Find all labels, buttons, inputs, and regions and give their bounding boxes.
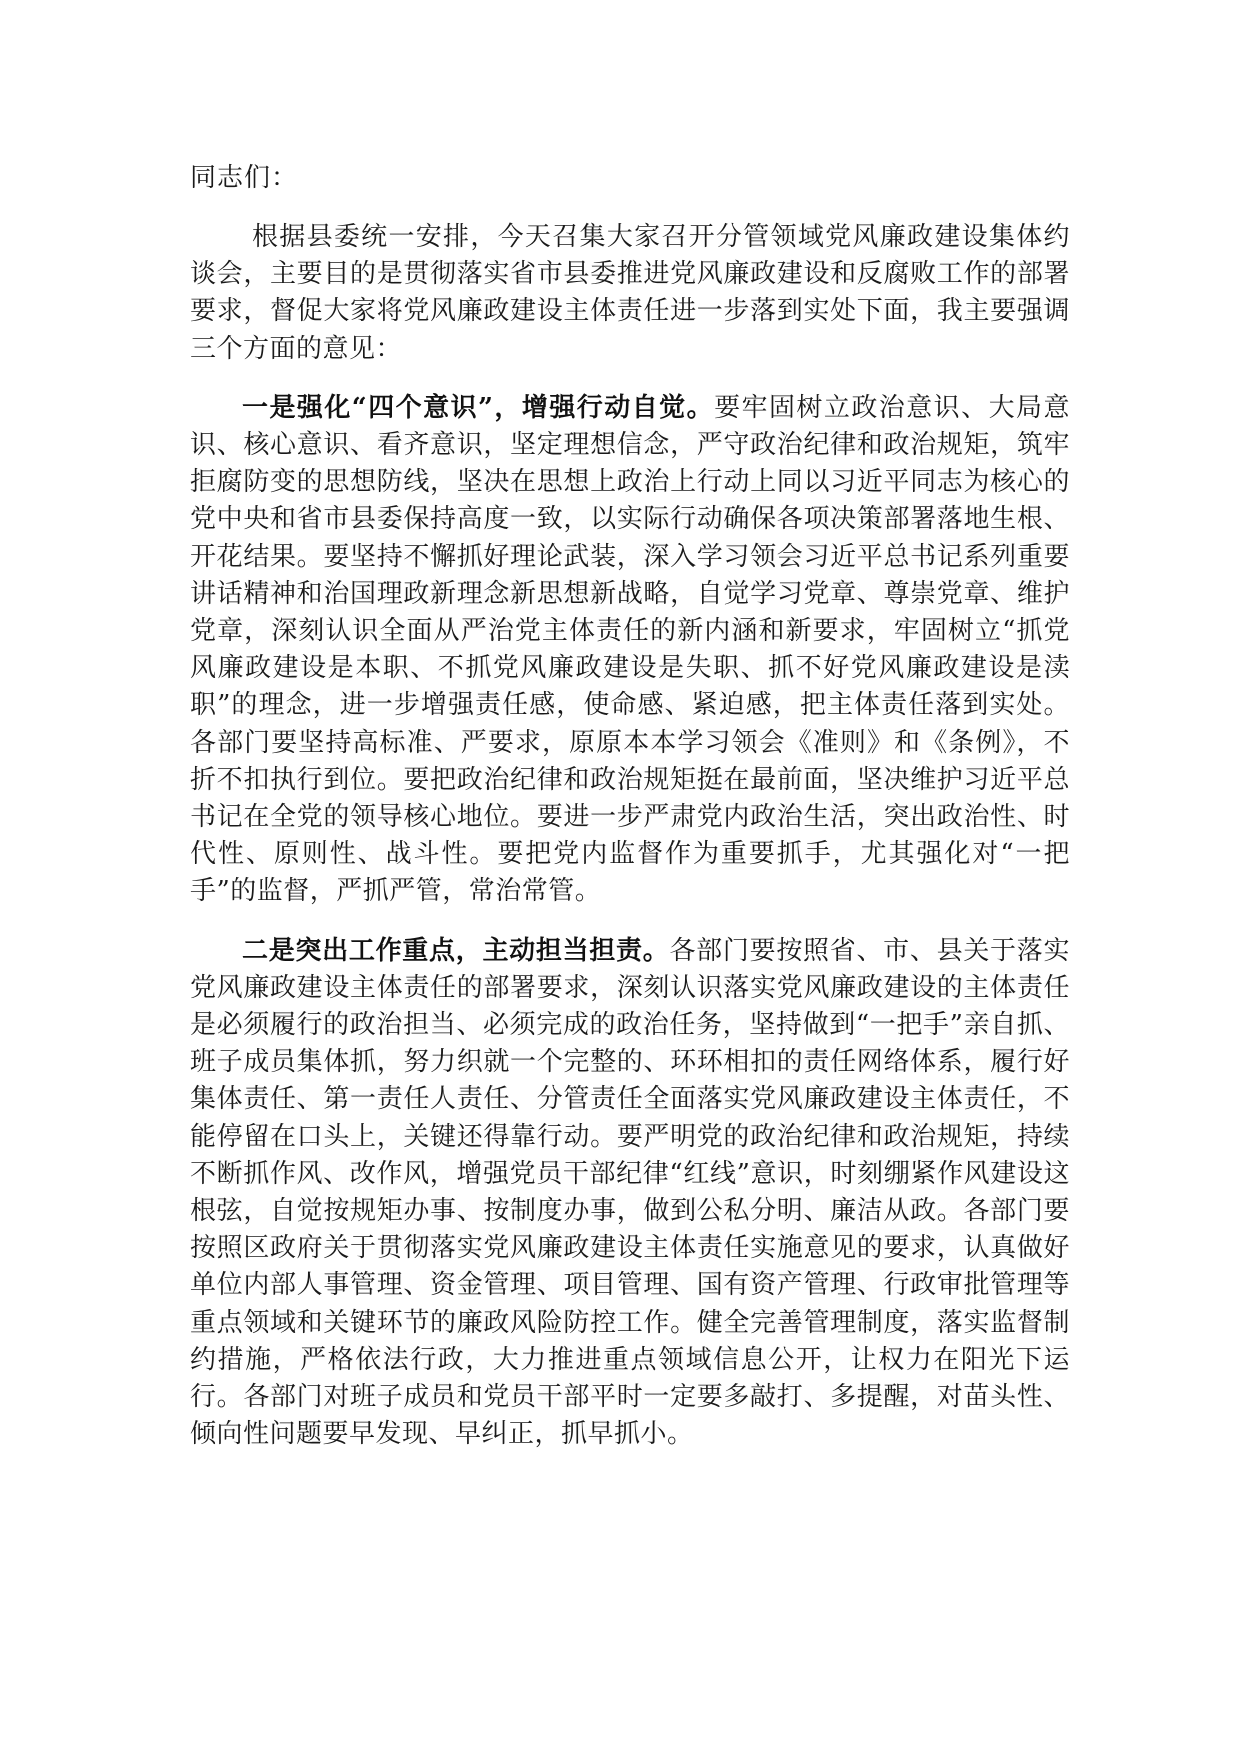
document-body xyxy=(190,160,1070,1476)
section-2-heading: 二是突出工作重点，主动担当担责。 xyxy=(242,935,670,966)
section-paragraph-2 xyxy=(190,933,1070,1454)
section-2-body: 各部门要按照省、市、县关于落实党风廉政建设主体责任的部署要求，深刻认识落实党风廉政建设的主体责任是必须履行的政治担当、必须完成的政治任务，坚持做到“一把手”亲自抓、班子成员集体抓，努力织就一个完整的、环环相扣的责任网络体系，履行好集体责任、第一责任人责任、分管责任全面落实党风廉政建设主体责任，不能停留在口头上，关键还得靠行动。要严明党的政治纪律和政治规矩，持续不断抓作风、改作风，增强党员干部纪律“红线”意识，时刻绷紧作风建设这根弦，自觉按规矩办事、按制度办事，做到公私分明、廉洁从政。各部门要按照区政府关于贯彻落实党风廉政建设主体责任实施意见的要求，认真做好单位内部人事管理、资金管理、项目管理、国有资产管理、行政审批管理等重点领域和关键环节的廉政风险防控工作。健全完善管理制度，落实监督制约措施，严格依法行政，大力推进重点领域信息公开，让权力在阳光下运行。各部门对班子成员和党员干部平时一定要多敲打、多提醒，对苗头性、倾向性问题要早发现、早纠正，抓早抓小。 xyxy=(190,935,1070,1450)
salutation: 同志们： xyxy=(190,163,299,193)
section-paragraph-1 xyxy=(190,390,1070,911)
intro-paragraph: 根据县委统一安排，今天召集大家召开分管领域党风廉政建设集体约谈会，主要目的是贯彻落实省市县委推进党风廉政建设和反腐败工作的部署要求，督促大家将党风廉政建设主体责任进一步落到实处下面，我主要强调三个方面的意见： xyxy=(190,222,1070,364)
section-1-body: 要牢固树立政治意识、大局意识、核心意识、看齐意识，坚定理想信念，严守政治纪律和政治规矩，筑牢拒腐防变的思想防线，坚决在思想上政治上行动上同以习近平同志为核心的党中央和省市县委保持高度一致，以实际行动确保各项决策部署落地生根、开花结果。要坚持不懈抓好理论武装，深入学习领会习近平总书记系列重要讲话精神和治国理政新理念新思想新战略，自觉学习党章、尊崇党章、维护党章，深刻认识全面从严治党主体责任的新内涵和新要求，牢固树立“抓党风廉政建设是本职、不抓党风廉政建设是失职、抓不好党风廉政建设是渎职”的理念，进一步增强责任感，使命感、紧迫感，把主体责任落到实处。各部门要坚持高标准、严要求，原原本本学习领会《准则》和《条例》，不折不扣执行到位。要把政治纪律和政治规矩挺在最前面，坚决维护习近平总书记在全党的领导核心地位。要进一步严肃党内政治生活，突出政治性、时代性、原则性、战斗性。要把党内监督作为重要抓手，尤其强化对“一把手”的监督，严抓严管，常治常管。 xyxy=(190,392,1070,907)
section-1-heading: 一是强化“四个意识”，增强行动自觉。 xyxy=(242,392,715,423)
